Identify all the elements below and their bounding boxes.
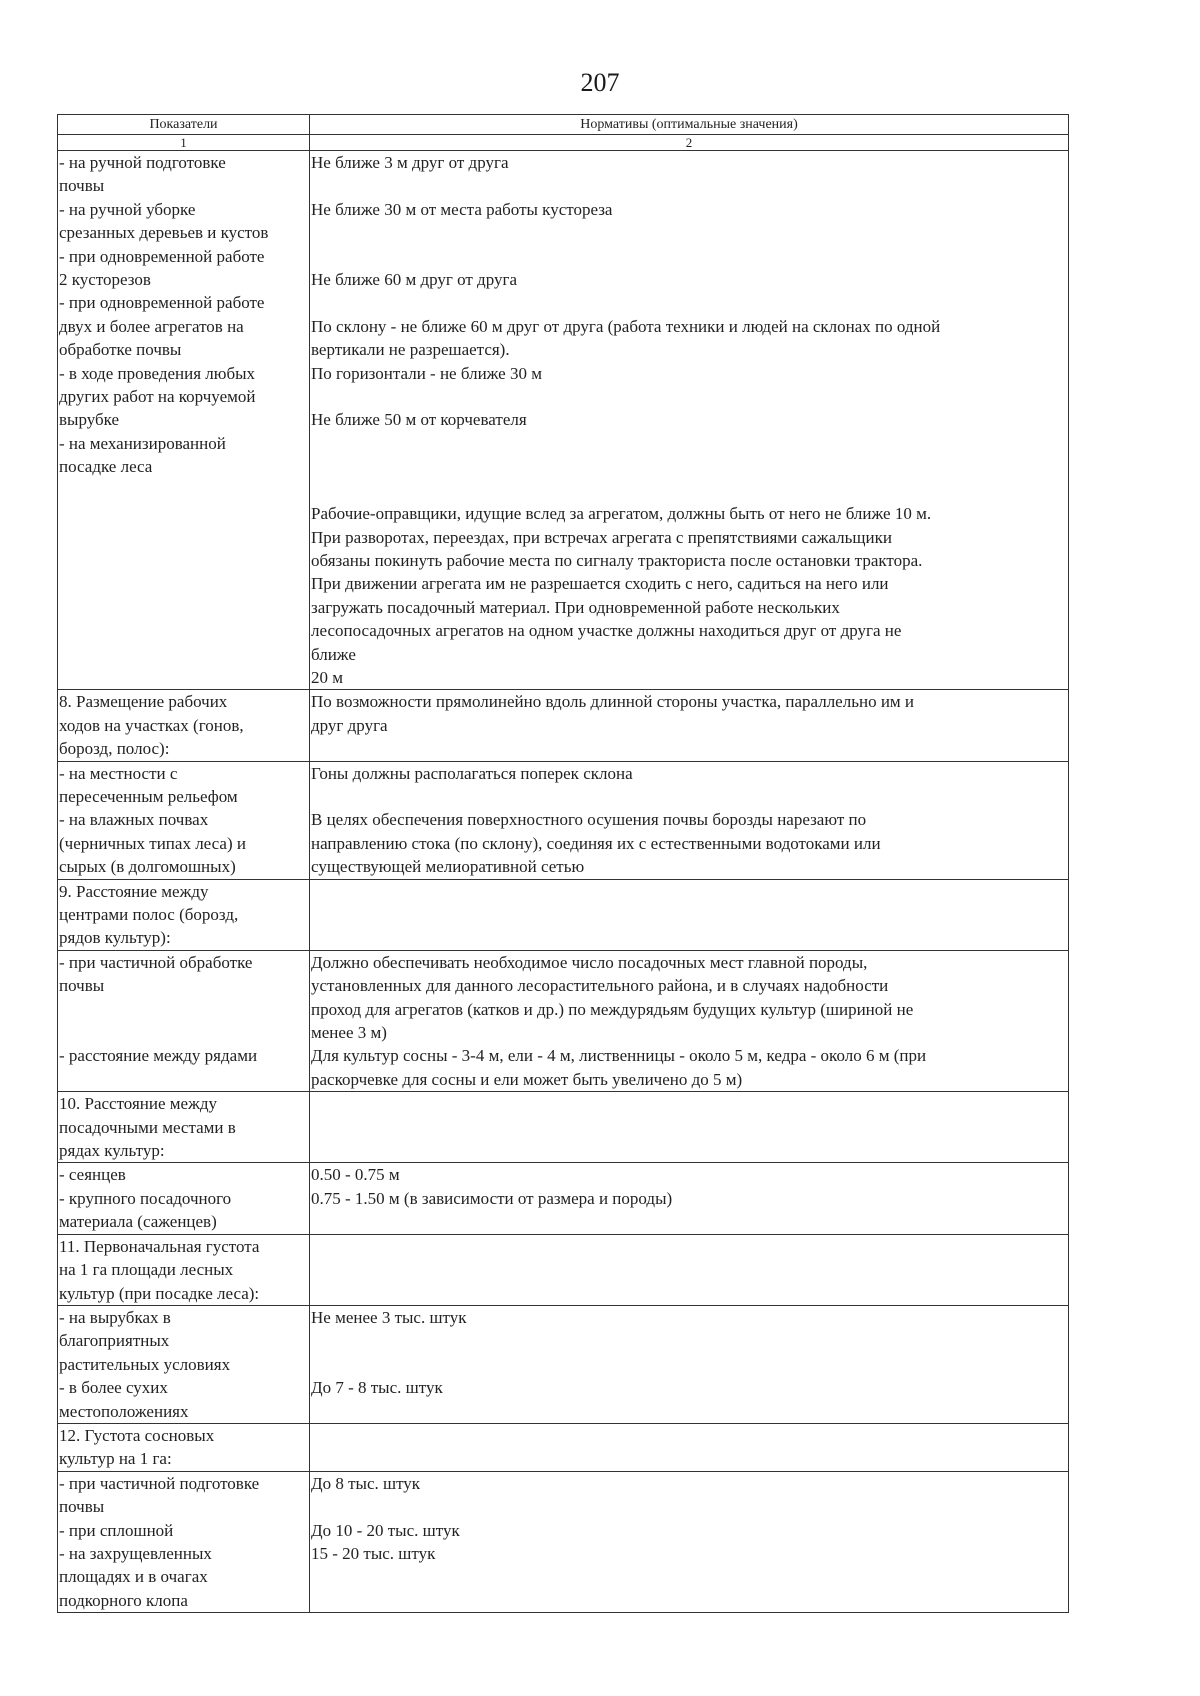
- table-row: [58, 950, 1069, 1091]
- table-row: [58, 1092, 1069, 1163]
- indicator-cell: - на местности с пересеченным рельефом - на влажных почвах (черничных типах леса) и сырых (в долгомошных): [58, 761, 310, 879]
- table-row: [58, 761, 1069, 879]
- norm-cell: [310, 1423, 1069, 1471]
- column-numbers-row: [58, 135, 1069, 151]
- table-row: [58, 690, 1069, 761]
- norm-cell: 0.50 - 0.75 м 0.75 - 1.50 м (в зависимости от размера и породы): [310, 1163, 1069, 1234]
- indicator-cell: 8. Размещение рабочих ходов на участках (гонов, борозд, полос):: [58, 690, 310, 761]
- header-indicators: Показатели: [58, 115, 310, 135]
- page-number: 207: [580, 68, 620, 97]
- table-row: [58, 151, 1069, 690]
- indicator-cell: - сеянцев - крупного посадочного материала (саженцев): [58, 1163, 310, 1234]
- table-row: [58, 1471, 1069, 1612]
- indicator-cell: - на вырубках в благоприятных растительных условиях - в более сухих местоположениях: [58, 1305, 310, 1423]
- norm-cell: [310, 1234, 1069, 1305]
- norm-cell: Гоны должны располагаться поперек склона В целях обеспечения поверхностного осушения почвы борозды нарезают по направлению стока (по склону), соединяя их с естественными водотоками или существующей мелиоративной сетью: [310, 761, 1069, 879]
- indicator-cell: - при частичной обработке почвы - расстояние между рядами: [58, 950, 310, 1091]
- column-number-1: 1: [58, 135, 310, 151]
- norm-cell: По возможности прямолинейно вдоль длинной стороны участка, параллельно им и друг друга: [310, 690, 1069, 761]
- table-row: [58, 1163, 1069, 1234]
- indicator-cell: - на ручной подготовке почвы - на ручной уборке срезанных деревьев и кустов - при одновременной работе 2 кусторезов - при одновременной работе двух и более агрегатов на обработке почвы - в ходе проведения любых других работ на корчуемой вырубке - на механизированной посадке леса: [58, 151, 310, 690]
- indicator-cell: - при частичной подготовке почвы - при сплошной - на захрущевленных площадях и в очагах подкорного клопа: [58, 1471, 310, 1612]
- table-row: [58, 1234, 1069, 1305]
- table-row: [58, 879, 1069, 950]
- norm-cell: [310, 1092, 1069, 1163]
- table-row: [58, 1305, 1069, 1423]
- norm-cell: [310, 879, 1069, 950]
- table-header-row: [58, 115, 1069, 135]
- norm-cell: До 8 тыс. штук До 10 - 20 тыс. штук 15 - 20 тыс. штук: [310, 1471, 1069, 1612]
- indicator-cell: 11. Первоначальная густота на 1 га площади лесных культур (при посадке леса):: [58, 1234, 310, 1305]
- norms-table: [57, 114, 1069, 1613]
- indicator-cell: 10. Расстояние между посадочными местами в рядах культур:: [58, 1092, 310, 1163]
- norm-cell: Не ближе 3 м друг от друга Не ближе 30 м от места работы кустореза Не ближе 60 м друг от друга По склону - не ближе 60 м друг от друга (работа техники и людей на склонах по одной вертикали не разрешается). По горизонтали - не ближе 30 м Не ближе 50 м от корчевателя Рабочие-оправщики, идущие вслед за агрегатом, должны быть от него не ближе 10 м. При разворотах, переездах, при встречах агрегата с препятствиями сажальщики обязаны покинуть рабочие места по сигналу тракториста после остановки трактора. При движении агрегата им не разрешается сходить с него, садиться на него или загружать посадочный материал. При одновременной работе нескольких лесопосадочных агрегатов на одном участке должны находиться друг от друга не ближе 20 м: [310, 151, 1069, 690]
- table-row: [58, 1423, 1069, 1471]
- norm-cell: Не менее 3 тыс. штук До 7 - 8 тыс. штук: [310, 1305, 1069, 1423]
- indicator-cell: 9. Расстояние между центрами полос (борозд, рядов культур):: [58, 879, 310, 950]
- header-norms: Нормативы (оптимальные значения): [310, 115, 1069, 135]
- norm-cell: Должно обеспечивать необходимое число посадочных мест главной породы, установленных для данного лесорастительного района, и в случаях надобности проход для агрегатов (катков и др.) по междурядьям будущих культур (шириной не менее 3 м) Для культур сосны - 3-4 м, ели - 4 м, лиственницы - около 5 м, кедра - около 6 м (при раскорчевке для сосны и ели может быть увеличено до 5 м): [310, 950, 1069, 1091]
- indicator-cell: 12. Густота сосновых культур на 1 га:: [58, 1423, 310, 1471]
- column-number-2: 2: [310, 135, 1069, 151]
